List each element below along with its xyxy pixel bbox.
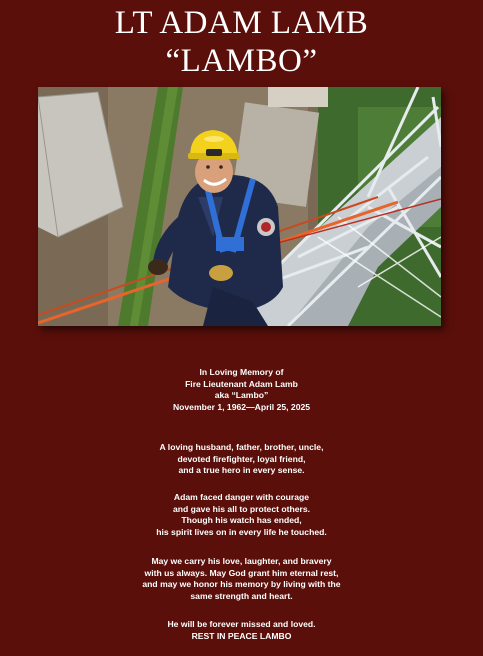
memorial-heading-line: In Loving Memory of [199, 367, 284, 377]
memorial-paragraph-1 [0, 442, 483, 477]
memorial-dates: November 1, 1962—April 25, 2025 [172, 401, 311, 412]
memorial-photo [38, 87, 441, 326]
closing-line: He will be forever missed and loved. [167, 619, 316, 629]
memorial-closing [0, 619, 483, 642]
memorial-heading [0, 367, 483, 413]
paragraph-line: May we carry his love, laughter, and bravery [151, 556, 332, 566]
memorial-title-name: LT ADAM LAMB [114, 5, 369, 41]
paragraph-line: and may we honor his memory by living with the [142, 579, 341, 590]
memorial-paragraph-2 [0, 492, 483, 538]
paragraph-line: with us always. May God grant him eternal rest, [144, 567, 339, 578]
paragraph-line: and gave his all to protect others. [172, 503, 311, 514]
rest-in-peace-line: REST IN PEACE LAMBO [191, 630, 292, 641]
memorial-heading-line: Fire Lieutenant Adam Lamb [185, 378, 298, 389]
paragraph-line: Though his watch has ended, [181, 515, 302, 526]
paragraph-line: A loving husband, father, brother, uncle, [159, 442, 324, 452]
memorial-heading-line: aka “Lambo” [214, 390, 269, 401]
firefighter-photo-illustration [38, 87, 441, 326]
paragraph-line: devoted firefighter, loyal friend, [177, 453, 306, 464]
paragraph-line: his spirit lives on in every life he touched. [156, 526, 327, 537]
paragraph-line: and a true hero in every sense. [178, 465, 305, 476]
memorial-title-nickname: “LAMBO” [165, 43, 318, 79]
paragraph-line: Adam faced danger with courage [173, 492, 310, 502]
memorial-paragraph-3 [0, 556, 483, 602]
paragraph-line: same strength and heart. [190, 590, 293, 601]
